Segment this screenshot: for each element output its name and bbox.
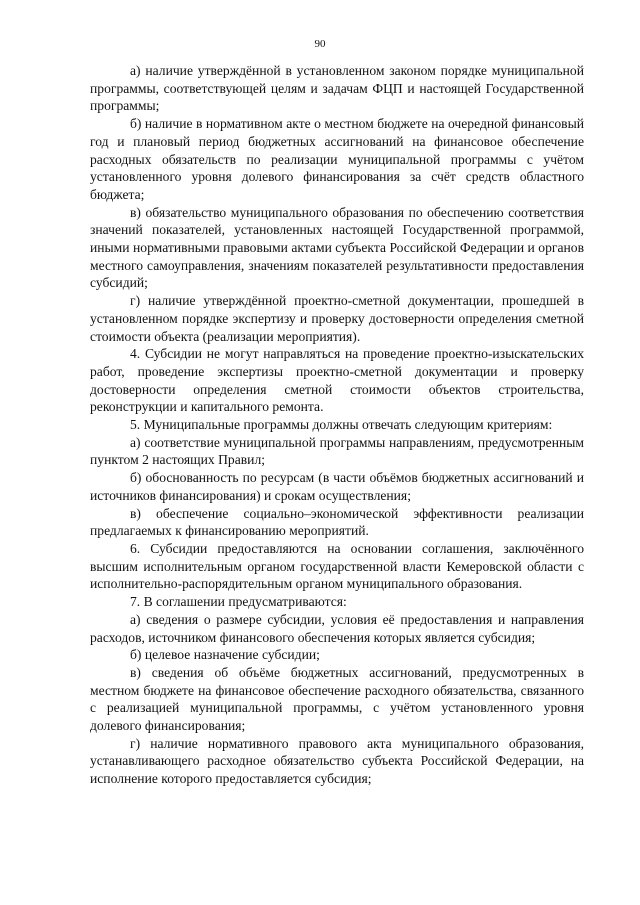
- paragraph-agreement-v: в) сведения об объёме бюджетных ассигнований, предусмотренных в местном бюджете на финансовое обеспечение расходного обязательства, связанного с реализацией муниципальной программы, с учётом установленного уровня долевого финансирования;: [90, 664, 584, 734]
- paragraph-item-a-program: а) наличие утверждённой в установленном законом порядке муниципальной программы, соответствующей целям и задачам ФЦП и настоящей Государственной программы;: [90, 63, 584, 114]
- paragraph-clause-7: 7. В соглашении предусматриваются:: [130, 594, 347, 610]
- paragraph-item-b-budget: б) наличие в нормативном акте о местном бюджете на очередной финансовый год и плановый период бюджетных ассигнований на финансовое обеспечение расходных обязательств по реализации муниципальной программы с учётом установленного уровня долевого финансирования за счёт средств областного бюджета;: [90, 116, 584, 202]
- page-number: 90: [314, 38, 326, 50]
- paragraph-item-g-documentation: г) наличие утверждённой проектно-сметной документации, прошедшей в установленном порядке экспертизу и проверку достоверности определения сметной стоимости объекта (реализации мероприятия).: [90, 293, 584, 344]
- paragraph-clause-4: 4. Субсидии не могут направляться на проведение проектно-изыскательских работ, проведение экспертизы проектно-сметной документации и проверку достоверности определения сметной стоимости объектов строительства, реконструкции и капитального ремонта.: [90, 346, 584, 415]
- paragraph-criteria-v: в) обеспечение социально–экономической эффективности реализации предлагаемых к финансированию мероприятий.: [90, 505, 584, 539]
- paragraph-agreement-b: б) целевое назначение субсидии;: [130, 647, 320, 663]
- paragraph-clause-6: 6. Субсидии предоставляются на основании соглашения, заключённого высшим исполнительным органом государственной власти Кемеровской области с исполнительно-распорядительным органом муниципального образования.: [90, 540, 584, 592]
- paragraph-criteria-a: а) соответствие муниципальной программы направлениям, предусмотренным пунктом 2 настоящих Правил;: [90, 434, 584, 468]
- paragraph-criteria-b: б) обоснованность по ресурсам (в части объёмов бюджетных ассигнований и источников финансирования) и срокам осуществления;: [90, 470, 584, 503]
- paragraph-item-v-obligation: в) обязательство муниципального образования по обеспечению соответствия значений показателей, установленных настоящей Государственной программой, иными нормативными правовыми актами субъекта Российской Федерации и органов местного самоуправления, значениям показателей результативности предоставления субсидий;: [90, 204, 584, 291]
- paragraph-agreement-g: г) наличие нормативного правового акта муниципального образования, устанавливающего расходное обязательство субъекта Российской Федерации, на исполнение которого предоставляется субсидия;: [90, 735, 584, 787]
- paragraph-agreement-a: а) сведения о размере субсидии, условия её предоставления и направления расходов, источником финансового обеспечения которых является субсидия;: [90, 611, 584, 645]
- paragraph-clause-5: 5. Муниципальные программы должны отвечать следующим критериям:: [130, 417, 553, 433]
- document-body: [90, 62, 584, 788]
